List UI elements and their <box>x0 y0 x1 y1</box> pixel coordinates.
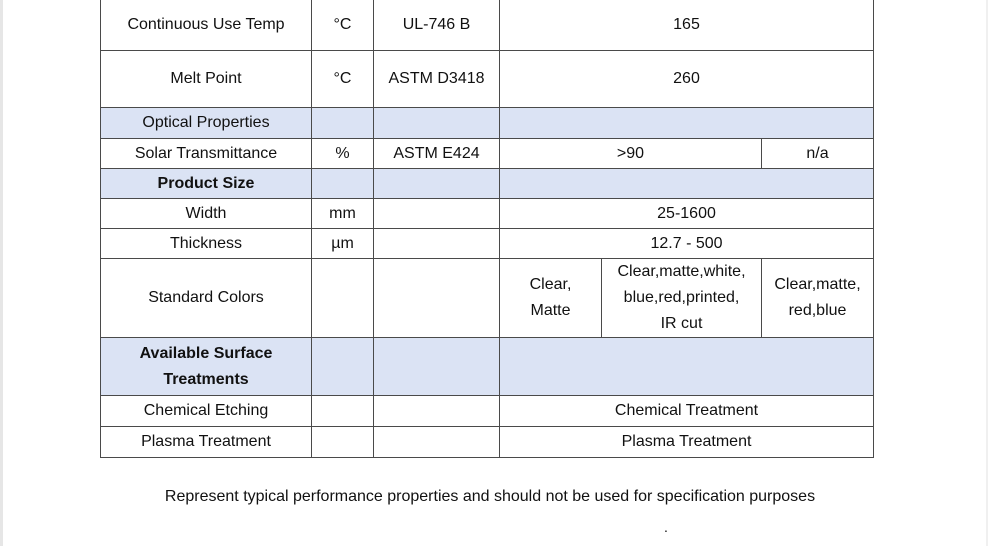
value-cell-colors-3 <box>762 259 874 338</box>
unit-cell: °C <box>312 51 374 108</box>
table-row-solar-transmittance <box>101 139 874 169</box>
empty-cell <box>312 169 374 199</box>
empty-cell <box>374 169 500 199</box>
value-cell: >90 <box>500 139 762 169</box>
empty-cell <box>374 108 500 139</box>
property-cell: Continuous Use Temp <box>101 0 312 51</box>
table-row-melt-point <box>101 51 874 108</box>
test-method-cell: ASTM E424 <box>374 139 500 169</box>
empty-cell <box>500 108 874 139</box>
property-cell: Plasma Treatment <box>101 427 312 458</box>
value-line: Clear, <box>529 276 572 293</box>
property-cell: Thickness <box>101 229 312 259</box>
section-header-line: Treatments <box>163 370 249 388</box>
section-header-line: Available Surface <box>139 344 273 362</box>
value-cell: 12.7 - 500 <box>500 229 874 259</box>
test-method-cell: ASTM D3418 <box>374 51 500 108</box>
empty-cell <box>374 396 500 427</box>
section-header: Optical Properties <box>101 108 312 139</box>
section-header: Product Size <box>101 169 312 199</box>
property-cell: Melt Point <box>101 51 312 108</box>
empty-cell <box>374 259 500 338</box>
property-cell: Standard Colors <box>101 259 312 338</box>
page-left-edge <box>0 0 3 546</box>
value-line: red,blue <box>788 302 847 319</box>
empty-cell <box>312 259 374 338</box>
value-line: IR cut <box>660 315 703 332</box>
unit-cell: % <box>312 139 374 169</box>
value-cell-colors-2 <box>602 259 762 338</box>
empty-cell <box>374 229 500 259</box>
unit-cell: µm <box>312 229 374 259</box>
property-cell: Chemical Etching <box>101 396 312 427</box>
empty-cell <box>500 338 874 396</box>
value-cell: Chemical Treatment <box>500 396 874 427</box>
section-row-available-surface-treatments <box>101 338 874 396</box>
stray-mark: . <box>664 519 668 535</box>
footnote <box>0 487 988 507</box>
table-row-plasma-treatment <box>101 427 874 458</box>
value-line: Clear,matte,white, <box>617 263 746 280</box>
section-row-product-size <box>101 169 874 199</box>
table-row-chemical-etching <box>101 396 874 427</box>
empty-cell <box>312 396 374 427</box>
empty-cell <box>374 427 500 458</box>
table-row-continuous-use-temp <box>101 0 874 51</box>
test-method-cell: UL-746 B <box>374 0 500 51</box>
value-cell: 165 <box>500 0 874 51</box>
section-row-optical-properties <box>101 108 874 139</box>
unit-cell: °C <box>312 0 374 51</box>
empty-cell <box>500 169 874 199</box>
empty-cell <box>312 108 374 139</box>
value-line: blue,red,printed, <box>623 289 740 306</box>
table-row-width <box>101 199 874 229</box>
footnote-text: Represent typical performance properties and should not be used for specification purposes <box>164 488 816 505</box>
empty-cell <box>374 199 500 229</box>
section-header <box>101 338 312 396</box>
table-row-standard-colors <box>101 259 874 338</box>
empty-cell <box>374 338 500 396</box>
value-cell: Plasma Treatment <box>500 427 874 458</box>
property-cell: Width <box>101 199 312 229</box>
table-row-thickness <box>101 229 874 259</box>
value-cell: 25-1600 <box>500 199 874 229</box>
value-cell-colors-1 <box>500 259 602 338</box>
property-cell: Solar Transmittance <box>101 139 312 169</box>
value-cell: n/a <box>762 139 874 169</box>
value-line: Clear,matte, <box>774 276 861 293</box>
value-line: Matte <box>530 302 571 319</box>
unit-cell: mm <box>312 199 374 229</box>
properties-table <box>100 0 874 458</box>
empty-cell <box>312 427 374 458</box>
empty-cell <box>312 338 374 396</box>
value-cell: 260 <box>500 51 874 108</box>
